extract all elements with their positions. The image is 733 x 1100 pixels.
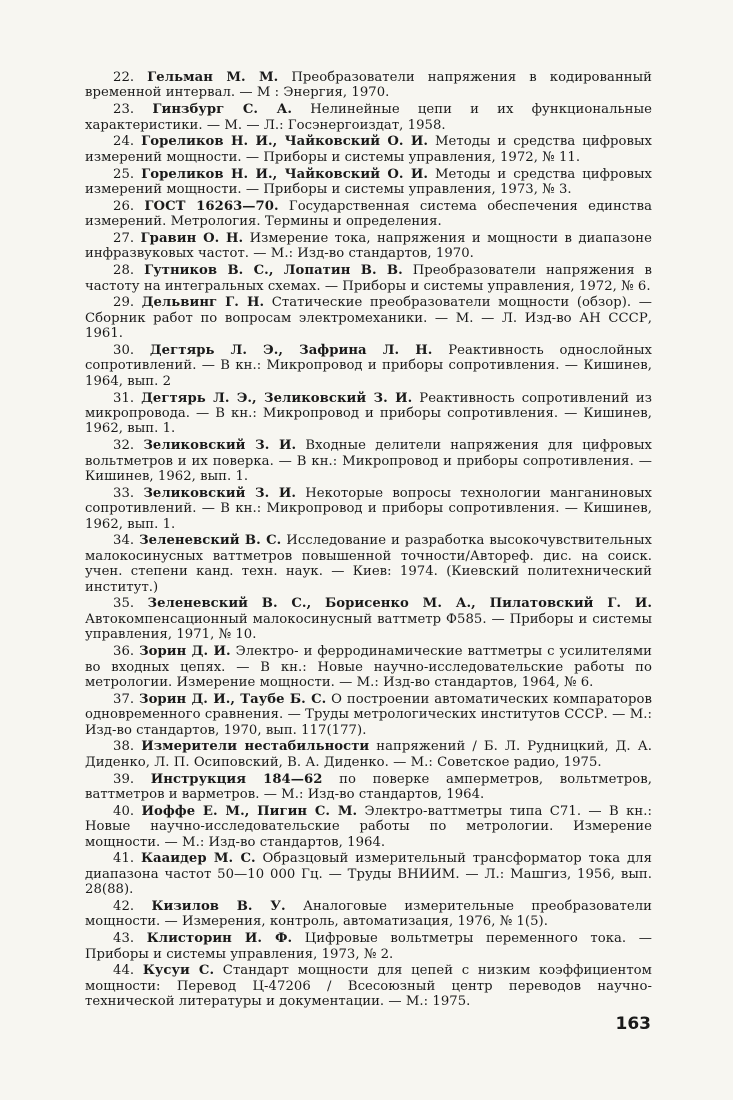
- bibliography-entry-26: [85, 199, 652, 230]
- entry-author: Зеликовский З. И.: [143, 485, 297, 501]
- entry-text: по поверке амперметров, вольтметров, ваттметров и варметров. — М.: Изд-во стандартов, 1964.: [85, 771, 652, 802]
- bibliography-entry-28: [85, 263, 652, 294]
- bibliography-entry-27: [85, 231, 652, 262]
- entry-number: 36.: [113, 644, 135, 660]
- bibliography-entry-40: [85, 804, 652, 850]
- entry-author: Гинзбург С. А.: [152, 102, 293, 118]
- bibliography-entry-34: [85, 533, 652, 595]
- entry-author: Клисторин И. Ф.: [146, 931, 293, 947]
- entry-author: Дегтярь Л. Э., Зафрина Л. Н.: [149, 343, 433, 359]
- entry-text: Электро-ваттметры типа С71. — В кн.: Новые научно-исследовательские работы по метрологии. Измерение мощности. — М.: Изд-во стандартов, 1964.: [85, 803, 652, 850]
- entry-text: Электро- и ферродинамические ваттметры с усилителями во входных цепях. — В кн.: Новые научно-исследовательские работы по метрологии. Измерение мощности. — М.: Изд-во стандартов, 1964, № 6.: [85, 644, 652, 690]
- entry-number: 24.: [113, 134, 135, 150]
- entry-text: Нелинейные цепи и их функциональные характеристики. — М. — Л.: Госэнергоиздат, 1958.: [85, 102, 652, 133]
- entry-author: Гореликов Н. И., Чайковский О. И.: [141, 166, 429, 182]
- entry-number: 42.: [113, 898, 135, 914]
- entry-number: 25.: [113, 166, 135, 182]
- entry-author: Гутников В. С., Лопатин В. В.: [144, 263, 403, 279]
- entry-author: Измерители нестабильности: [141, 739, 370, 755]
- entry-text: Входные делители напряжения для цифровых вольтметров и их поверка. — В кн.: Микропровод и приборы сопротивления. — Кишинев, 1962, вып. 1.: [85, 438, 652, 485]
- entry-author: ГОСТ 16263—70.: [144, 198, 279, 214]
- bibliography-entry-42: [85, 899, 652, 930]
- entry-number: 43.: [113, 931, 135, 947]
- entry-number: 35.: [113, 596, 135, 612]
- entry-text: напряжений / Б. Л. Рудницкий, Д. А. Диденко, Л. П. Осиповский, В. А. Диденко. — М.: Советское радио, 1975.: [85, 739, 652, 770]
- bibliography-entry-22: [85, 70, 652, 101]
- entry-number: 40.: [113, 803, 135, 819]
- entry-author: Гельман М. М.: [147, 70, 279, 85]
- bibliography-entry-31: [85, 391, 652, 437]
- entry-text: Преобразователи напряжения в частоту на интегральных схемах. — Приборы и системы управления, 1972, № 6.: [85, 263, 652, 294]
- bibliography-entry-29: [85, 295, 652, 341]
- entry-number: 23.: [113, 102, 135, 118]
- bibliography-entry-32: [85, 438, 652, 484]
- entry-number: 26.: [113, 198, 135, 214]
- entry-author: Зорин Д. И., Таубе Б. С.: [139, 691, 327, 707]
- bibliography-entry-33: [85, 486, 652, 532]
- entry-text: Государственная система обеспечения единства измерений. Метрология. Термины и определения.: [85, 198, 653, 230]
- entry-author: Инструкция 184—62: [150, 771, 323, 787]
- bibliography-entry-23: [85, 102, 652, 133]
- entry-text: Стандарт мощности для цепей с низким коэффициентом мощности: Перевод Ц-47206 / Всесоюзный центр переводов научно-технической литературы и документации. — М.: 1975.: [85, 963, 652, 1010]
- entry-text: Автокомпенсационный малокосинусный ваттметр Ф585. — Приборы и системы управления, 1971, № 10.: [85, 611, 652, 643]
- entry-text: Измерение тока, напряжения и мощности в диапазоне инфразвуковых частот. — М.: Изд-во стандартов, 1970.: [85, 231, 652, 262]
- entry-text: Реактивность сопротивлений из микропровода. — В кн.: Микропровод и приборы сопротивления. — Кишинев, 1962, вып. 1.: [85, 390, 653, 437]
- entry-author: Кизилов В. У.: [151, 898, 286, 914]
- entry-number: 22.: [113, 70, 135, 85]
- bibliography-entry-37: [85, 692, 652, 738]
- entry-text: Методы и средства цифровых измерений мощности. — Приборы и системы управления, 1973, № 3.: [85, 166, 652, 198]
- entry-number: 41.: [113, 851, 135, 867]
- entry-text: Исследование и разработка высокочувствительных малокосинусных ваттметров повышенной точности/Автореф. дис. на соиск. учен. степени канд. техн. наук. — Киев: 1974. (Киевский политехнический институт.): [85, 533, 652, 595]
- entry-number: 38.: [113, 739, 135, 755]
- entry-text: Образцовый измерительный трансформатор тока для диапазона частот 50—10 000 Гц. — Труды ВНИИМ. — Л.: Машгиз, 1956, вып. 28(88).: [85, 851, 652, 898]
- entry-author: Гореликов Н. И., Чайковский О. И.: [141, 134, 429, 150]
- entry-number: 28.: [113, 263, 135, 279]
- entry-author: Зеленевский В. С., Борисенко М. А., Пилатовский Г. И.: [147, 596, 652, 612]
- entry-number: 32.: [113, 438, 135, 454]
- bibliography-entry-35: [85, 596, 652, 642]
- entry-number: 27.: [113, 231, 135, 247]
- entry-author: Зеликовский З. И.: [143, 438, 297, 454]
- entry-text: Реактивность однослойных сопротивлений. — В кн.: Микропровод и приборы сопротивления. — Кишинев, 1964, вып. 2: [85, 343, 653, 389]
- bibliography-entry-43: [85, 931, 652, 962]
- entry-number: 34.: [113, 533, 135, 549]
- entry-text: О построении автоматических компараторов одновременного сравнения. — Труды метрологических институтов СССР. — М.: Изд-во стандартов, 1970, вып. 117(177).: [85, 691, 652, 738]
- entry-author: Дегтярь Л. Э., Зеликовский З. И.: [141, 390, 413, 406]
- bibliography-entry-41: [85, 851, 652, 897]
- bibliography-list: [85, 70, 652, 1011]
- entry-number: 29.: [113, 295, 135, 311]
- page-number: 163: [615, 1014, 651, 1034]
- entry-number: 31.: [113, 390, 135, 406]
- entry-number: 33.: [113, 485, 135, 501]
- entry-text: Методы и средства цифровых измерений мощности. — Приборы и системы управления, 1972, № 11.: [85, 134, 652, 165]
- entry-author: Иоффе Е. М., Пигин С. М.: [141, 803, 358, 819]
- entry-text: Цифровые вольтметры переменного тока. — Приборы и системы управления, 1973, № 2.: [85, 931, 652, 962]
- entry-number: 39.: [113, 771, 135, 787]
- entry-author: Зорин Д. И.: [139, 644, 231, 660]
- entry-text: Статические преобразователи мощности (обзор). — Сборник работ по вопросам электромеханики. — М. — Л. Изд-во АН СССР, 1961.: [85, 295, 652, 342]
- entry-text: Некоторые вопросы технологии манганиновых сопротивлений. — В кн.: Микропровод и приборы сопротивления. — Кишинев, 1962, вып. 1.: [85, 485, 653, 532]
- entry-text: Преобразователи напряжения в кодированный временной интервал. — М : Энергия, 1970.: [85, 70, 653, 101]
- bibliography-entry-44: [85, 963, 652, 1009]
- entry-author: Дельвинг Г. Н.: [141, 295, 265, 311]
- entry-author: Зеленевский В. С.: [139, 533, 282, 549]
- entry-number: 44.: [113, 963, 135, 979]
- entry-number: 30.: [113, 343, 135, 359]
- entry-text: Аналоговые измерительные преобразователи мощности. — Измерения, контроль, автоматизация, 1976, № 1(5).: [85, 898, 652, 930]
- bibliography-entry-24: [85, 134, 652, 165]
- entry-author: Гравин О. Н.: [140, 231, 244, 247]
- bibliography-entry-36: [85, 644, 652, 690]
- entry-number: 37.: [113, 691, 135, 707]
- bibliography-entry-39: [85, 772, 652, 803]
- bibliography-entry-25: [85, 167, 652, 198]
- bibliography-entry-38: [85, 739, 652, 770]
- entry-author: Кааидер М. С.: [141, 851, 256, 867]
- entry-author: Кусуи С.: [142, 963, 215, 979]
- bibliography-entry-30: [85, 343, 652, 389]
